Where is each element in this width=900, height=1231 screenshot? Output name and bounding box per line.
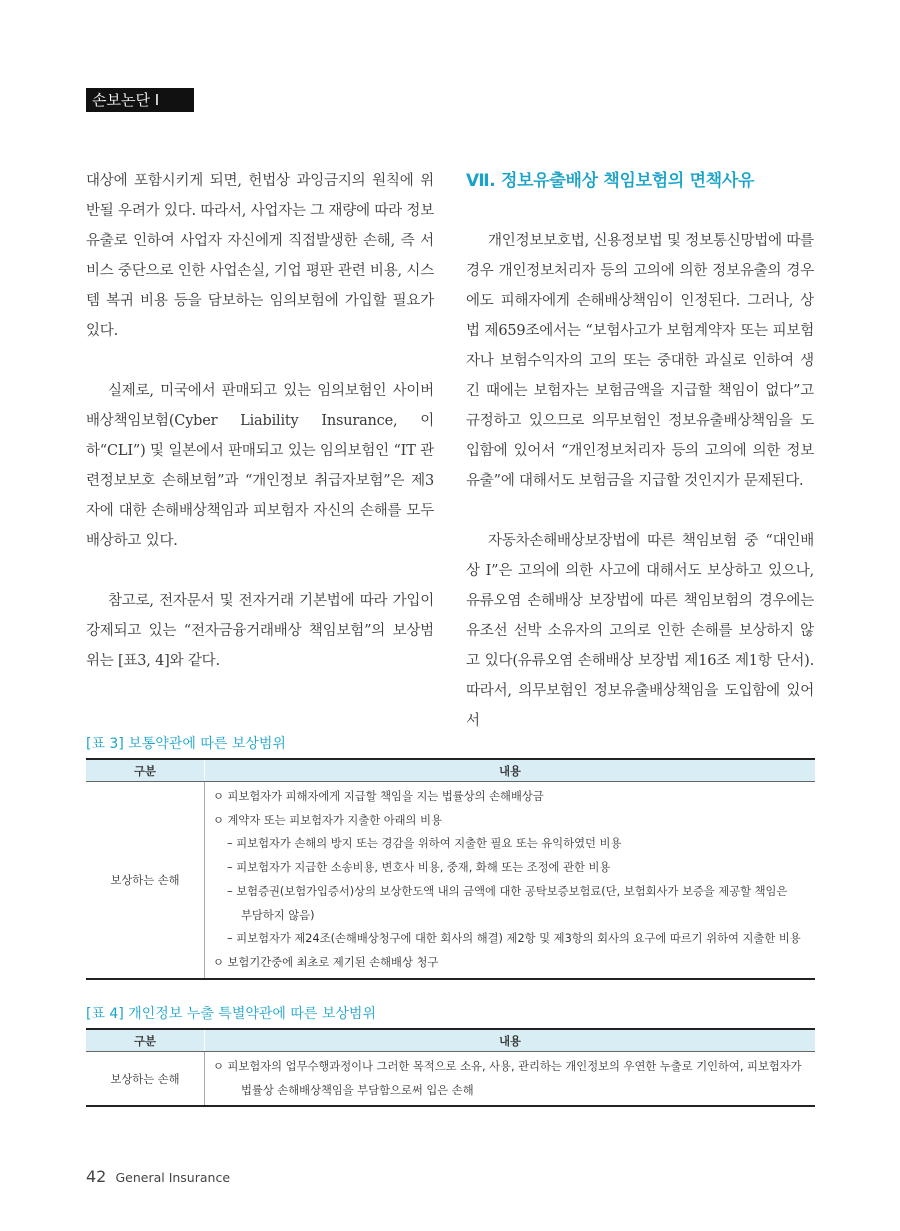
table3-header-category: 구분 xyxy=(86,759,205,782)
table-row xyxy=(86,782,815,979)
list-item: 부담하지 않음) xyxy=(241,908,315,922)
table4-header-content: 내용 xyxy=(205,1029,816,1052)
table3-content-cell xyxy=(205,782,816,979)
table4-header-row xyxy=(86,1029,815,1052)
table3-header-content: 내용 xyxy=(205,759,816,782)
left-paragraph-3: 참고로, 전자문서 및 전자거래 기본법에 따라 가입이 강제되고 있는 “전자금융거래배상 책임보험”의 보상범위는 [표3, 4]와 같다. xyxy=(86,593,434,669)
table-row xyxy=(86,1052,815,1107)
right-column xyxy=(466,166,814,766)
section-heading: Ⅶ. 정보유출배상 책임보험의 면책사유 xyxy=(466,171,755,191)
list-item: – 피보험자가 제24조(손해배상청구에 대한 회사의 해결) 제2항 및 제3항의 회사의 요구에 따르기 위하여 지출한 비용 xyxy=(227,932,801,946)
left-paragraph-2: 실제로, 미국에서 판매되고 있는 임의보험인 사이버 배상책임보험(Cyber Liability Insurance, 이하“CLI”) 및 일본에서 판매되고 있는 임의보험인 “IT 관련정보보호 손해보험”과 “개인정보 취급자보험”은 제3자에 대한 손해배상책임과 피보험자 자신의 손해를 모두 배상하고 있다. xyxy=(86,383,434,549)
list-item: – 피보험자가 지급한 소송비용, 변호사 비용, 중재, 화해 또는 조정에 관한 비용 xyxy=(227,861,611,875)
table3-row-label: 보상하는 손해 xyxy=(86,782,205,979)
section-tag: 손보논단 I xyxy=(86,88,194,112)
right-paragraph-1: 개인정보보호법, 신용정보법 및 정보통신망법에 따를 경우 개인정보처리자 등의 고의에 의한 정보유출의 경우에도 피해자에게 손해배상책임이 인정된다. 그러나, 상법 제659조에서는 “보험사고가 보험계약자 또는 피보험자나 보험수익자의 고의 또는 중대한 과실로 인하여 생긴 때에는 보험자는 보험금액을 지급할 책임이 없다”고 규정하고 있으므로 의무보험인 정보유출배상책임을 도입함에 있어서 “개인정보처리자 등의 고의에 의한 정보유출”에 대해서도 보험금을 지급할 것인지가 문제된다. xyxy=(466,233,814,489)
table3-header-row xyxy=(86,759,815,782)
table3-caption: [표 3] 보통약관에 따른 보상범위 xyxy=(86,736,286,752)
table3 xyxy=(86,758,815,980)
page-footer xyxy=(86,1167,230,1186)
table4-header-category: 구분 xyxy=(86,1029,205,1052)
page-number: 42 xyxy=(86,1167,107,1186)
table4-row-label: 보상하는 손해 xyxy=(86,1052,205,1107)
list-item: ㅇ 계약자 또는 피보험자가 지출한 아래의 비용 xyxy=(213,813,442,827)
table4-caption: [표 4] 개인정보 누출 특별약관에 따른 보상범위 xyxy=(86,1006,376,1022)
left-paragraph-1: 대상에 포함시키게 되면, 헌법상 과잉금지의 원칙에 위반될 우려가 있다. 따라서, 사업자는 그 재량에 따라 정보유출로 인하여 사업자 자신에게 직접발생한 손해, 즉 서비스 중단으로 인한 사업손실, 기업 평판 관련 비용, 시스템 복귀 비용 등을 담보하는 임의보험에 가입할 필요가 있다. xyxy=(86,173,434,339)
list-item: ㅇ 피보험자의 업무수행과정이나 그러한 목적으로 소유, 사용, 관리하는 개인정보의 우연한 누출로 기인하여, 피보험자가 xyxy=(213,1060,802,1073)
table4 xyxy=(86,1028,815,1107)
left-column xyxy=(86,166,434,706)
publication-name: General Insurance xyxy=(115,1170,231,1185)
list-item: – 피보험자가 손해의 방지 또는 경감을 위하여 지출한 필요 또는 유익하였던 비용 xyxy=(227,837,622,851)
list-item: – 보험증권(보험가입증서)상의 보상한도액 내의 금액에 대한 공탁보증보험료(단, 보험회사가 보증을 제공할 책임은 xyxy=(227,884,788,898)
list-item: 법률상 손해배상책임을 부담함으로써 입은 손해 xyxy=(241,1083,474,1097)
table4-content-cell xyxy=(205,1052,816,1107)
list-item: ㅇ 피보험자가 피해자에게 지급할 책임을 지는 법률상의 손해배상금 xyxy=(213,790,544,803)
right-paragraph-2: 자동차손해배상보장법에 따른 책임보험 중 “대인배상 I”은 고의에 의한 사고에 대해서도 보상하고 있으나, 유류오염 손해배상 보장법에 따른 책임보험의 경우에는 유조선 선박 소유자의 고의로 인한 손해를 보상하지 않고 있다(유류오염 손해배상 보장법 제16조 제1항 단서). 따라서, 의무보험인 정보유출배상책임을 도입함에 있어서 xyxy=(466,533,814,729)
list-item: ㅇ 보험기간중에 최초로 제기된 손해배상 청구 xyxy=(213,955,439,969)
